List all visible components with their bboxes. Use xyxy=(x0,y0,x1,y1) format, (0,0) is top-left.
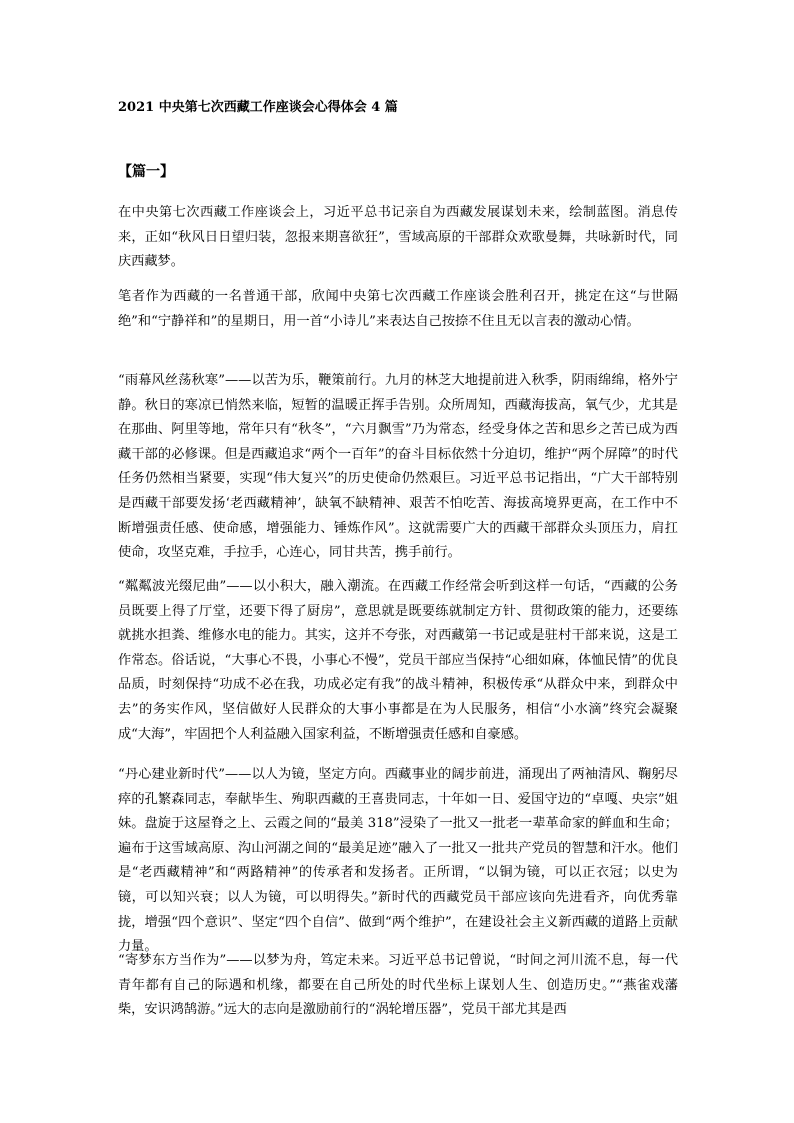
paragraph-3: “雨幕风丝荡秋寒”——以苦为乐，鞭策前行。九月的林芝大地提前进入秋季，阴雨绵绵，格外宁静。秋日的寒凉已悄然来临，短暂的温暖正挥手告别。众所周知，西藏海拔高，氧气少，尤其是在那曲、阿里等地，常年只有“秋冬”，“六月飘雪”乃为常态，经受身体之苦和思乡之苦已成为西藏干部的必修课。但是西藏追求“两个一百年”的奋斗目标依然十分迫切，维护“两个屏障”的时代任务仍然相当紧要，实现“伟大复兴”的历史使命仍然艰巨。习近平总书记指出，“广大干部特别是西藏干部要发扬‘老西藏精神’，缺氧不缺精神、艰苦不怕吃苦、海拔高境界更高，在工作中不断增强责任感、使命感，增强能力、锤炼作风”。这就需要广大的西藏干部群众头顶压力，肩扛使命，攻坚克难，手拉手，心连心，同甘共苦，携手前行。 xyxy=(118,373,678,561)
paragraph-5: “丹心建业新时代”——以人为镜，坚定方向。西藏事业的阔步前进，涌现出了两袖清风、鞠躬尽瘁的孔繁森同志，奉献毕生、殉职西藏的王喜贵同志，十年如一日、爱国守边的“卓嘎、央宗”姐妹。盘旋于这屋脊之上、云霞之间的“最美 318”浸染了一批又一批老一辈革命家的鲜血和生命；遍布于这雪域高原、沟山河湖之间的“最美足迹”融入了一批又一批共产党员的智慧和汗水。他们是“老西藏精神”和“两路精神”的传承者和发扬者。正所谓，“以铜为镜，可以正衣冠；以史为镜，可以知兴衰；以人为镜，可以明得失。”新时代的西藏党员干部应该向先进看齐，向优秀靠拢，增强“四个意识”、坚定“四个自信”、做到“两个维护”，在建设社会主义新西藏的道路上贡献力量。 xyxy=(118,767,678,955)
paragraph-2: 笔者作为西藏的一名普通干部，欣闻中央第七次西藏工作座谈会胜利召开，挑定在这“与世隔绝”和“宁静祥和”的星期日，用一首“小诗儿”来表达自己按捺不住且无以言表的激动心情。 xyxy=(118,289,678,329)
paragraph-4: “粼粼波光缀尼曲”——以小积大，融入潮流。在西藏工作经常会听到这样一句话，“西藏的公务员既要上得了厅堂，还要下得了厨房”，意思就是既要练就制定方针、贯彻政策的能力，还要练就挑水担粪、维修水电的能力。其实，这并不夸张，对西藏第一书记或是驻村干部来说，这是工作常态。俗话说，“大事心不畏，小事心不慢”，党员干部应当保持“心细如麻，体恤民情”的优良品质，时刻保持“功成不必在我，功成必定有我”的战斗精神，积极传承“从群众中来，到群众中去”的务实作风，坚信做好人民群众的大事小事都是在为人民服务，相信“小水滴”终究会凝聚成“大海”，牢固把个人利益融入国家利益，不断增强责任感和自豪感。 xyxy=(118,579,678,742)
document-title: 2021 中央第七次西藏工作座谈会心得体会 4 篇 xyxy=(118,100,398,115)
section-heading: 【篇一】 xyxy=(118,164,174,180)
paragraph-1: 在中央第七次西藏工作座谈会上，习近平总书记亲自为西藏发展谋划未来，绘制蓝图。消息传来，正如“秋风日日望归装，忽报来期喜欲狂”，雪域高原的干部群众欢歌曼舞，共咏新时代，同庆西藏梦。 xyxy=(118,205,678,270)
paragraph-6: “寄梦东方当作为”——以梦为舟，笃定未来。习近平总书记曾说，“时间之河川流不息，每一代青年都有自己的际遇和机缘，都要在自己所处的时代坐标上谋划人生、创造历史。”“燕雀戏藩柴，安识鸿鹄游。”远大的志向是激励前行的“涡轮增压器”，党员干部尤其是西 xyxy=(118,953,678,1018)
